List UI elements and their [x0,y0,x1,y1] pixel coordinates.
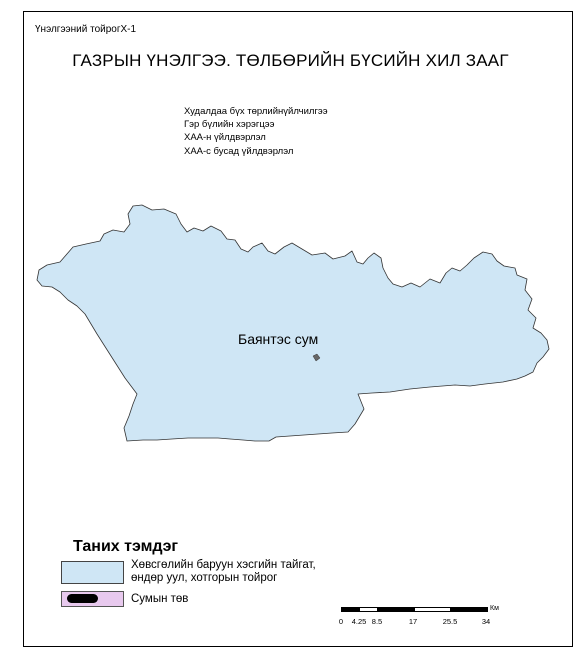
scale-label: 17 [408,617,418,626]
soum-boundary[interactable] [37,205,549,441]
land-use-item: ХАА-с бусад үйлдвэрлэл [184,145,294,157]
legend-center-label: Сумын төв [131,593,189,605]
scale-label: 0 [338,617,344,626]
legend-zone-line: өндөр уул, хотгорын тойрог [131,571,278,584]
scale-segment [451,608,487,611]
land-use-item: ХАА-н үйлдвэрлэл [184,132,266,144]
scale-segment [360,608,378,611]
scale-label: 25.5 [442,617,458,626]
map-title: ГАЗРЫН ҮНЭЛГЭЭ. ТӨЛБӨРИЙН БҮСИЙН ХИЛ ЗААГ [72,51,509,70]
legend-zone-label [131,559,371,584]
soum-center-icon [67,594,98,603]
soum-name-label: Баянтэс сум [238,331,319,347]
zone-label: Үнэлгээний тойрогХ-1 [35,24,137,35]
legend-zone-swatch [61,561,124,584]
scale-unit: Км [490,605,499,612]
legend-zone-line: Хөвсгөлийн баруун хэсгийн тайгат, [131,559,316,571]
scale-segment [415,608,451,611]
land-use-item: Гэр бүлийн хэрэгцээ [184,119,275,131]
scale-segment [378,608,415,611]
scale-segment [342,608,360,611]
scale-label: 34 [481,617,491,626]
scale-label: 8.5 [371,617,383,626]
legend-title: Таних тэмдэг [73,538,179,555]
scale-bar [341,607,488,612]
scale-label: 4.25 [351,617,367,626]
land-use-item: Худалдаа бүх төрлийнүйлчилгээ [184,106,328,117]
